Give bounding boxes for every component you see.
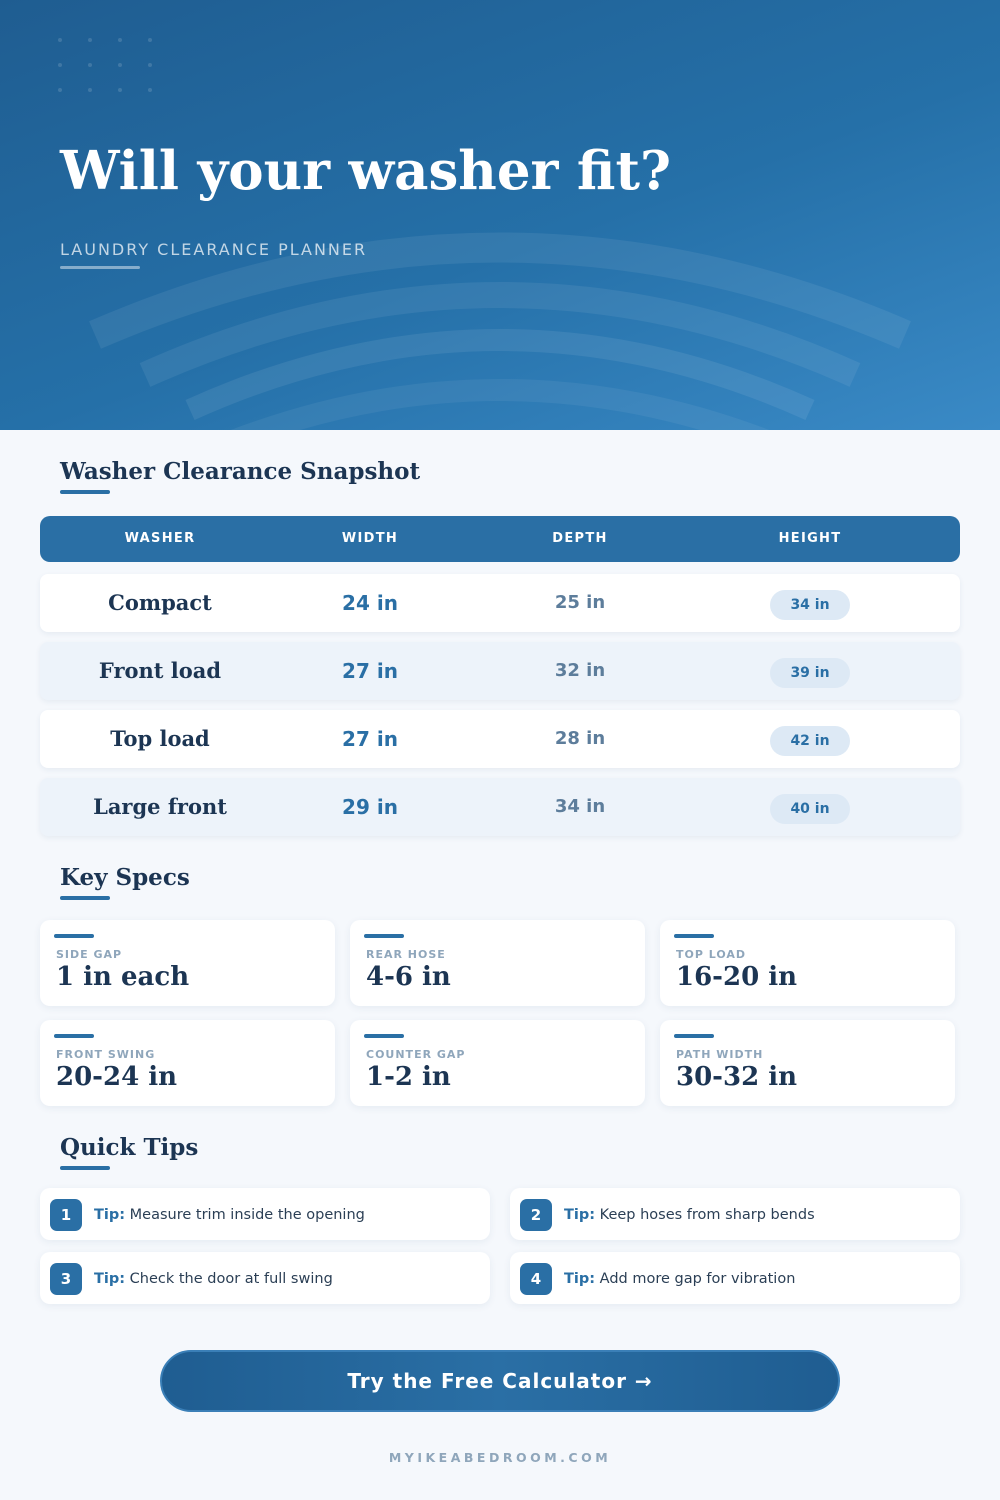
- washer-name: Large front: [93, 794, 227, 819]
- spec-label: REAR HOSE: [366, 948, 446, 961]
- page-title: Will your washer fit?: [60, 140, 672, 202]
- table-row: [40, 778, 960, 836]
- washer-depth: 34 in: [554, 796, 606, 817]
- decorative-arcs: [0, 0, 1000, 430]
- spec-accent: [674, 934, 714, 938]
- spec-card-rear-hose: [350, 920, 645, 1006]
- tip-text: [94, 1252, 333, 1304]
- washer-height-badge: 42 in: [770, 726, 850, 756]
- column-header-washer: WASHER: [124, 531, 196, 546]
- washer-height-badge: 39 in: [770, 658, 850, 688]
- page-subtitle: LAUNDRY CLEARANCE PLANNER: [60, 240, 368, 259]
- spec-card-top-load: [660, 920, 955, 1006]
- tip-prefix: Tip:: [564, 1271, 596, 1287]
- column-header-height: HEIGHT: [778, 531, 842, 546]
- arc: [210, 390, 790, 430]
- washer-width: 27 in: [342, 659, 398, 683]
- washer-depth: 25 in: [554, 592, 606, 613]
- specs-heading: Key Specs: [60, 864, 190, 891]
- washer-depth: 32 in: [554, 660, 606, 681]
- washer-height-badge: 40 in: [770, 794, 850, 824]
- spec-value: 20-24 in: [56, 1062, 177, 1092]
- washer-height-badge: 34 in: [770, 590, 850, 620]
- tip-body: Check the door at full swing: [129, 1271, 333, 1287]
- tip-number-badge: 1: [50, 1199, 82, 1231]
- spec-label: FRONT SWING: [56, 1048, 156, 1061]
- tip-card: [510, 1188, 960, 1240]
- tip-prefix: Tip:: [564, 1207, 596, 1223]
- washer-name: Top load: [110, 726, 210, 751]
- free-calculator-button[interactable]: Try the Free Calculator →: [160, 1350, 840, 1412]
- footer-site-link[interactable]: MYIKEABEDROOM.COM: [388, 1450, 612, 1465]
- tip-text: [564, 1252, 795, 1304]
- column-header-depth: DEPTH: [552, 531, 608, 546]
- spec-value: 4-6 in: [366, 962, 451, 992]
- spec-label: PATH WIDTH: [676, 1048, 764, 1061]
- washer-name: Compact: [108, 590, 212, 615]
- specs-heading-bar: [60, 896, 110, 900]
- washer-width: 29 in: [342, 795, 398, 819]
- washer-name: Front load: [98, 658, 222, 683]
- tip-text: [564, 1188, 815, 1240]
- tip-card: [40, 1188, 490, 1240]
- spec-accent: [364, 1034, 404, 1038]
- spec-value: 1 in each: [56, 962, 190, 992]
- tips-heading-bar: [60, 1166, 110, 1170]
- tip-prefix: Tip:: [94, 1271, 126, 1287]
- tip-number-badge: 4: [520, 1263, 552, 1295]
- spec-label: TOP LOAD: [676, 948, 747, 961]
- spec-label: SIDE GAP: [56, 948, 123, 961]
- hero-banner: [0, 0, 1000, 430]
- washer-depth: 28 in: [554, 728, 606, 749]
- tip-body: Add more gap for vibration: [599, 1271, 796, 1287]
- washer-width: 24 in: [342, 591, 398, 615]
- table-header: [40, 516, 960, 562]
- tip-text: [94, 1188, 365, 1240]
- tip-body: Keep hoses from sharp bends: [599, 1207, 815, 1223]
- tip-number-badge: 2: [520, 1199, 552, 1231]
- table-row: [40, 642, 960, 700]
- spec-accent: [54, 934, 94, 938]
- spec-value: 30-32 in: [676, 1062, 797, 1092]
- spec-value: 16-20 in: [676, 962, 797, 992]
- washer-width: 27 in: [342, 727, 398, 751]
- spec-card-path-width: [660, 1020, 955, 1106]
- tips-heading: Quick Tips: [60, 1134, 199, 1161]
- column-header-width: WIDTH: [341, 531, 399, 546]
- spec-value: 1-2 in: [366, 1062, 451, 1092]
- tip-card: [40, 1252, 490, 1304]
- spec-label: COUNTER GAP: [366, 1048, 466, 1061]
- tip-number-badge: 3: [50, 1263, 82, 1295]
- spec-card-front-swing: [40, 1020, 335, 1106]
- tip-card: [510, 1252, 960, 1304]
- table-row: [40, 710, 960, 768]
- tip-body: Measure trim inside the opening: [129, 1207, 365, 1223]
- snapshot-heading-bar: [60, 490, 110, 494]
- spec-accent: [54, 1034, 94, 1038]
- spec-accent: [364, 934, 404, 938]
- subtitle-underline: [60, 266, 140, 269]
- spec-accent: [674, 1034, 714, 1038]
- spec-card-side-gap: [40, 920, 335, 1006]
- table-row: [40, 574, 960, 632]
- spec-card-counter-gap: [350, 1020, 645, 1106]
- tip-prefix: Tip:: [94, 1207, 126, 1223]
- snapshot-heading: Washer Clearance Snapshot: [60, 458, 421, 485]
